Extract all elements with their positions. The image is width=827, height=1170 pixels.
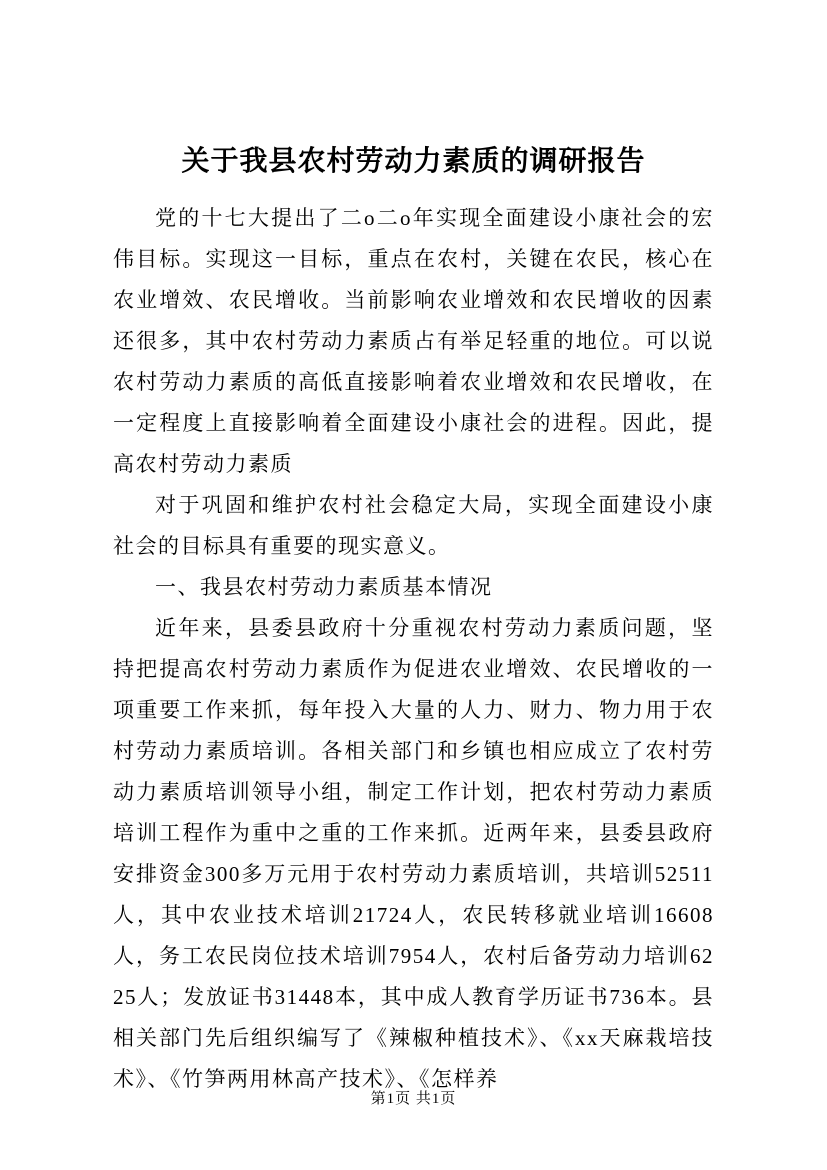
page-footer: 第1页 共1页 bbox=[370, 1091, 457, 1107]
paragraph: 近年来，县委县政府十分重视农村劳动力素质问题，坚持把提高农村劳动力素质作为促进农业增效、农民增收的一项重要工作来抓，每年投入大量的人力、财力、物力用于农村劳动力素质培训。各相关部门和乡镇也相应成立了农村劳动力素质培训领导小组，制定工作计划，把农村劳动力素质培训工程作为重中之重的工作来抓。近两年来，县委县政府安排资金300多万元用于农村劳动力素质培训，共培训52511人，其中农业技术培训21724人，农民转移就业培训16608人，务工农民岗位技术培训7954人，农村后备劳动力培训6225人；发放证书31448本，其中成人教育学历证书736本。县相关部门先后组织编写了《辣椒种植技术》、《xx天麻栽培技术》、《竹笋两用林高产技术》、《怎样养 bbox=[113, 616, 714, 1091]
paragraph: 对于巩固和维护农村社会稳定大局，实现全面建设小康社会的目标具有重要的现实意义。 bbox=[113, 493, 714, 558]
paragraph: 党的十七大提出了二o二o年实现全面建设小康社会的宏伟目标。实现这一目标，重点在农村，关键在农民，核心在农业增效、农民增收。当前影响农业增效和农民增收的因素还很多，其中农村劳动力素质占有举足轻重的地位。可以说农村劳动力素质的高低直接影响着农业增效和农民增收，在一定程度上直接影响着全面建设小康社会的进程。因此，提高农村劳动力素质 bbox=[113, 206, 714, 476]
document-content bbox=[113, 140, 714, 1100]
document-title: 关于我县农村劳动力素质的调研报告 bbox=[181, 146, 646, 177]
document-body bbox=[113, 198, 714, 1100]
section-heading: 一、我县农村劳动力素质基本情况 bbox=[155, 575, 493, 599]
